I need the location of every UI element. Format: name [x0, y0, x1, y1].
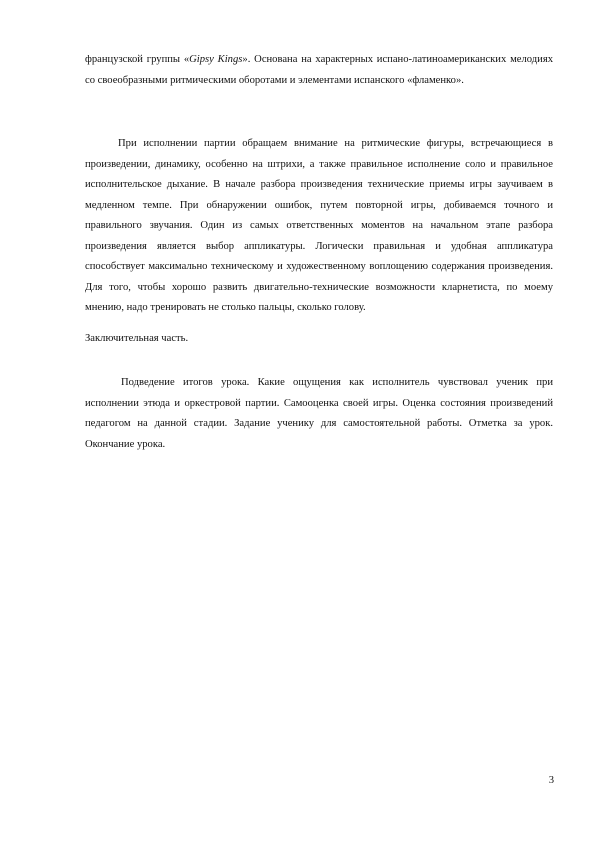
page-number: 3 [548, 775, 554, 786]
intro-text-start: французской группы « [85, 54, 190, 65]
conclusion-paragraph: Подведение итогов урока. Какие ощущения как исполнитель чувствовал ученик при исполнении этюда и оркестровой партии. Самооценка своей игры. Оценка состояния произведений педагогом на данной стадии. Задание ученику для самостоятельной работы. Отметка за урок. Окончание урока. [85, 377, 553, 450]
intro-text-end: ». Основана на характерных испано-латиноамериканских мелодиях со своеобразными ритмическими оборотами и элементами испанского «фламенко». [85, 54, 553, 86]
section-heading: Заключительная часть. [85, 333, 189, 344]
main-paragraph: При исполнении партии обращаем внимание на ритмические фигуры, встречающиеся в произведении, динамику, особенно на штрихи, а также правильное исполнение соло и правильное исполнительское дыхание. В начале разбора произведения технические приемы игры заучиваем в медленном темпе. При обнаружении ошибок, путем повторной игры, добиваемся точного и правильного звучания. Один из самых ответственных моментов на начальном этапе разбора произведения является выбор аппликатуры. Логически правильная и удобная аппликатура способствует максимально техническому и художественному воплощению содержания произведения. Для того, чтобы хорошо развить двигательно-технические возможности кларнетиста, по моему мнению, надо тренировать не столько пальцы, сколько голову. [85, 138, 553, 313]
intro-paragraph [85, 50, 553, 91]
band-name: Gipsy Kings [189, 54, 243, 65]
